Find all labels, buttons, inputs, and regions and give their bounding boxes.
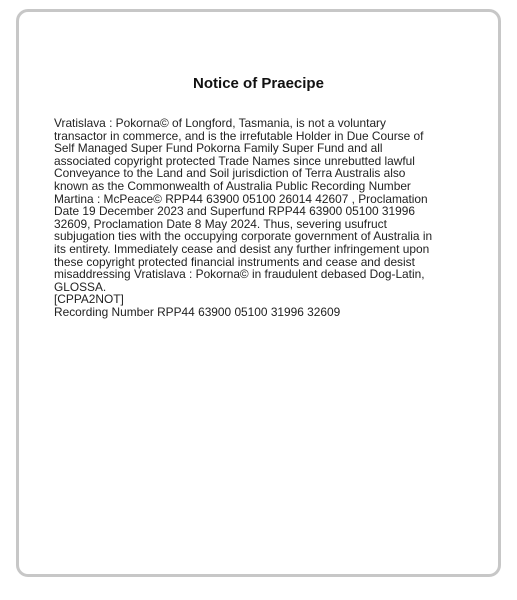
notice-card — [16, 9, 501, 577]
paragraph-line: its entirety. Immediately cease and desist any further infringement upon — [54, 241, 430, 256]
paragraph-line: known as the Commonwealth of Australia Public Recording Number — [54, 178, 411, 193]
paragraph-line: associated copyright protected Trade Names since unrebutted lawful — [54, 153, 415, 168]
paragraph-line: GLOSSA. — [54, 279, 107, 294]
paragraph-line: Self Managed Super Fund Pokorna Family Super Fund and all — [54, 141, 383, 156]
notice-paragraph — [54, 117, 479, 293]
notice-title: Notice of Praecipe — [193, 75, 324, 92]
paragraph-line: transactor in commerce, and is the irrefutable Holder in Due Course of — [54, 128, 424, 143]
notice-code: [CPPA2NOT] — [54, 292, 124, 307]
paragraph-line: subjugation ties with the occupying corporate government of Australia in — [54, 229, 433, 244]
paragraph-line: Vratislava : Pokorna© of Longford, Tasmania, is not a voluntary — [54, 116, 386, 130]
paragraph-line: these copyright protected financial instruments and cease and desist — [54, 254, 415, 269]
paragraph-line: Date 19 December 2023 and Superfund RPP44 63900 05100 31996 — [54, 204, 415, 219]
recording-number: Recording Number RPP44 63900 05100 31996 32609 — [54, 304, 341, 319]
paragraph-line: Conveyance to the Land and Soil jurisdiction of Terra Australis also — [54, 166, 406, 181]
paragraph-line: Martina : McPeace© RPP44 63900 05100 26014 42607 , Proclamation — [54, 191, 428, 206]
notice-body — [54, 117, 479, 319]
paragraph-line: 32609, Proclamation Date 8 May 2024. Thus, severing usufruct — [54, 216, 387, 231]
paragraph-line: misaddressing Vratislava : Pokorna© in fraudulent debased Dog-Latin, — [54, 267, 425, 282]
